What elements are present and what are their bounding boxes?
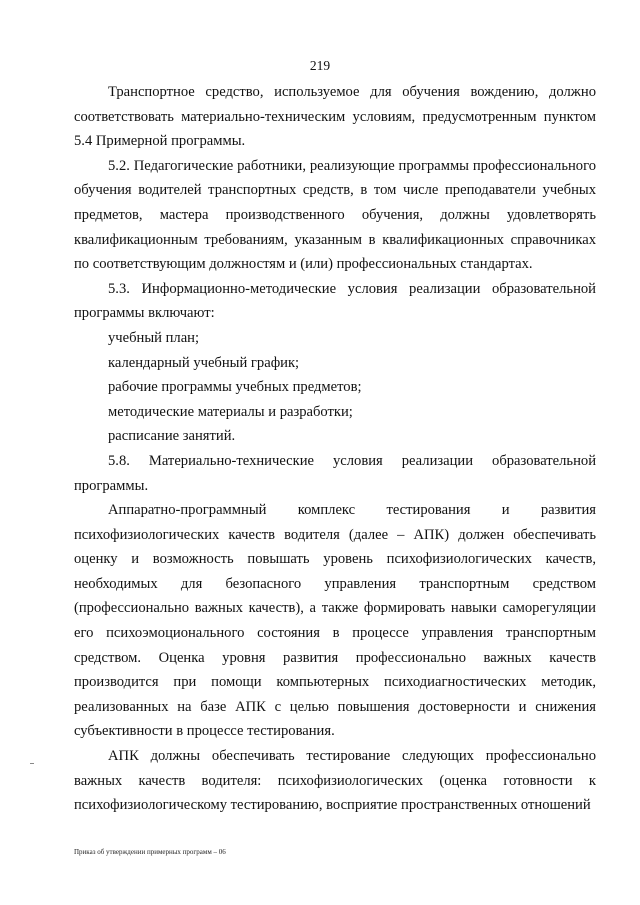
page-footer: Приказ об утверждении примерных программ – 06 [74, 848, 226, 856]
list-item: методические материалы и разработки; [108, 403, 353, 420]
list-item: учебный план; [108, 329, 200, 346]
paragraph: 5.2. Педагогические работники, реализующие программы профессионального обучения водителей транспортных средств, в том числе преподаватели учебных предметов, мастера производственного обучения, должны удовлетворять квалификационным требованиям, указанным в квалификационных справочниках по соответствующим должностям и (или) профессиональных стандартах. [74, 157, 596, 273]
scan-artifact [30, 763, 34, 764]
list-item: рабочие программы учебных предметов; [108, 379, 362, 396]
paragraph: Аппаратно-программный комплекс тестирования и развития психофизиологических качеств водителя (далее – АПК) должен обеспечивать оценку и возможность повышать уровень психофизиологических качеств, необходимых для безопасного управления транспортным средством (профессионально важных качеств), а также формировать навыки саморегуляции его психоэмоционального состояния в процессе управления транспортным средством. Оценка уровня развития профессионально важных качеств производится при помощи компьютерных психодиагностических методик, реализованных на базе АПК с целью повышения достоверности и снижения субъективности в процессе тестирования. [74, 502, 596, 740]
document-body [74, 80, 596, 818]
list-item: расписание занятий. [108, 428, 236, 445]
page-number: 219 [309, 58, 331, 73]
paragraph: Транспортное средство, используемое для обучения вождению, должно соответствовать материально-техническим условиям, предусмотренным пунктом 5.4 Примерной программы. [74, 84, 596, 150]
paragraph: 5.8. Материально-технические условия реализации образовательной программы. [74, 452, 596, 494]
list-item: календарный учебный график; [108, 354, 300, 371]
paragraph: АПК должны обеспечивать тестирование следующих профессионально важных качеств водителя: психофизиологических (оценка готовности к психофизиологическому тестированию, восприятие пространственных отношений [74, 748, 596, 814]
paragraph: 5.3. Информационно-методические условия реализации образовательной программы включают: [74, 280, 596, 322]
